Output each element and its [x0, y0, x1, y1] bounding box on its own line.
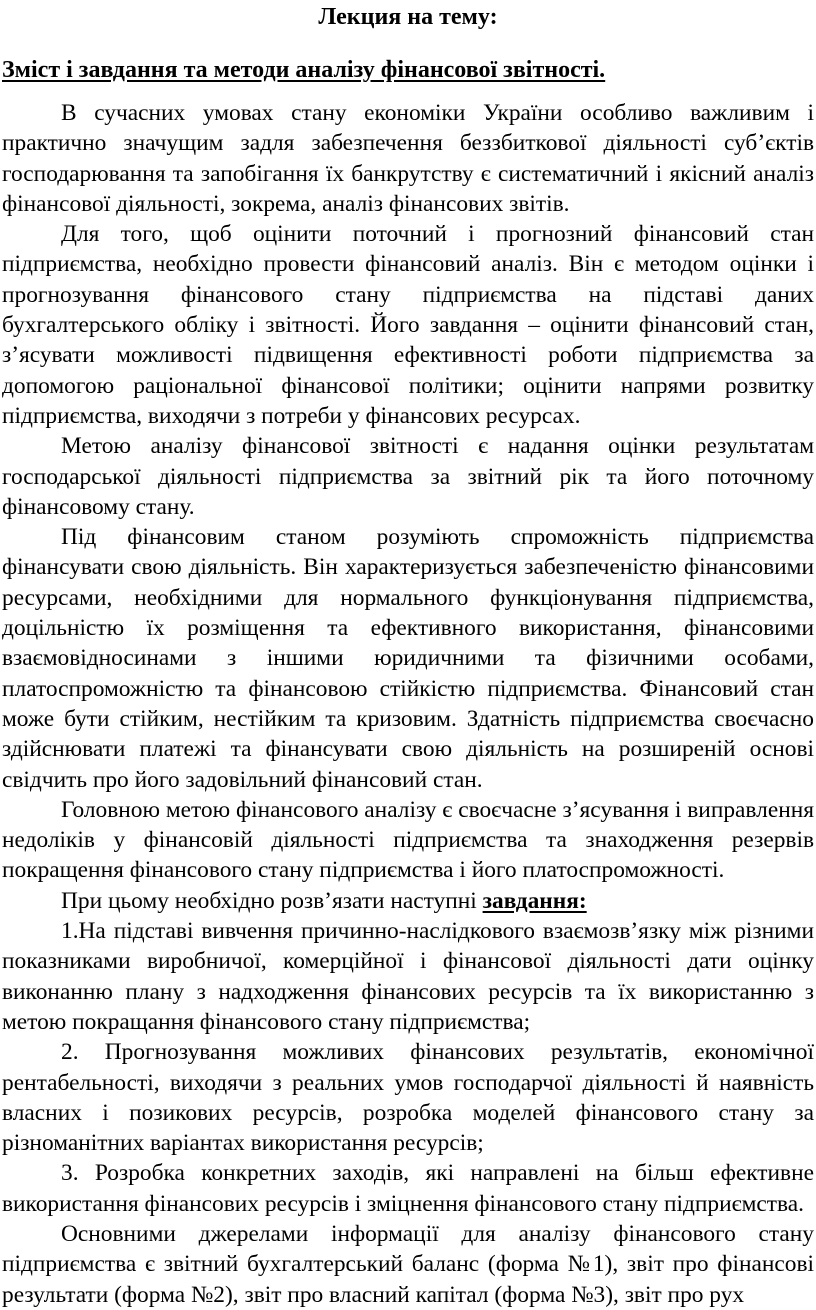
- lecture-title: Лекция на тему:: [318, 4, 498, 30]
- paragraph: Для того, щоб оцінити поточний і прогнозний фінансовий стан підприємства, необхідно провести фінансовий аналіз. Він є методом оцінки і прогнозування фінансового стану підприємства на підставі даних бухгалтерського обліку і звітності. Його завдання – оцінити фінансовий стан, з’ясувати можливості підвищення ефективності роботи підприємства за допомогою раціональної фінансової політики; оцінити напрями розвитку підприємства, виходячи з потреби у фінансових ресурсах.: [2, 221, 814, 429]
- task-item: 1.На підставі вивчення причинно-наслідкового взаємозв’язку між різними показниками виробничої, комерційної і фінансової діяльності дати оцінку виконанню плану з надходження фінансових ресурсів та їх використанню з метою покращання фінансового стану підприємства;: [2, 918, 814, 1035]
- task-item: 3. Розробка конкретних заходів, які направлені на більш ефективне використання фінансових ресурсів і зміцнення фінансового стану підприємства.: [2, 1160, 814, 1217]
- tasks-intro-paragraph: [2, 886, 814, 916]
- sources-paragraph: Основними джерелами інформації для аналізу фінансового стану підприємства є звітний бухгалтерський баланс (форма №1), звіт про фінансові результати (форма №2), звіт про власний капітал (форма №3), звіт про рух: [2, 1220, 814, 1308]
- tasks-label: завдання:: [482, 887, 587, 914]
- lecture-heading: Зміст і завдання та методи аналізу фінансової звітності.: [2, 57, 606, 83]
- paragraph: В сучасних умовах стану економіки України особливо важливим і практично значущим задля забезпечення беззбиткової діяльності суб’єктів господарювання та запобігання їх банкрутству є систематичний і якісний аналіз фінансової діяльності, зокрема, аналіз фінансових звітів.: [2, 100, 814, 217]
- paragraph: Метою аналізу фінансової звітності є надання оцінки результатам господарської діяльності підприємства за звітний рік та його поточному фінансовому стану.: [2, 433, 814, 520]
- paragraph: Під фінансовим станом розуміють спроможність підприємства фінансувати свою діяльність. Він характеризується забезпеченістю фінансовими ресурсами, необхідними для нормального функціонування підприємства, доцільністю їх розміщення та ефективного використання, фінансовими взаємовідносинами з іншими юридичними та фізичними особами, платоспроможністю та фінансовою стійкістю підприємства. Фінансовий стан може бути стійким, нестійким та кризовим. Здатність підприємства своєчасно здійснювати платежі та фінансувати свою діяльність на розширеній основі свідчить про його задовільний фінансовий стан.: [2, 524, 814, 793]
- tasks-intro-text: При цьому необхідно розв’язати наступні: [61, 887, 483, 914]
- task-item: 2. Прогнозування можливих фінансових результатів, економічної рентабельності, виходячи з реальних умов господарчої діяльності й наявність власних і позикових ресурсів, розробка моделей фінансового стану за різноманітних варіантах використання ресурсів;: [2, 1039, 814, 1157]
- document-body: [2, 98, 814, 1310]
- paragraph: Головною метою фінансового аналізу є своєчасне з’ясування і виправлення недоліків у фінансовій діяльності підприємства та знаходження резервів покращення фінансового стану підприємства і його платоспроможності.: [2, 796, 814, 884]
